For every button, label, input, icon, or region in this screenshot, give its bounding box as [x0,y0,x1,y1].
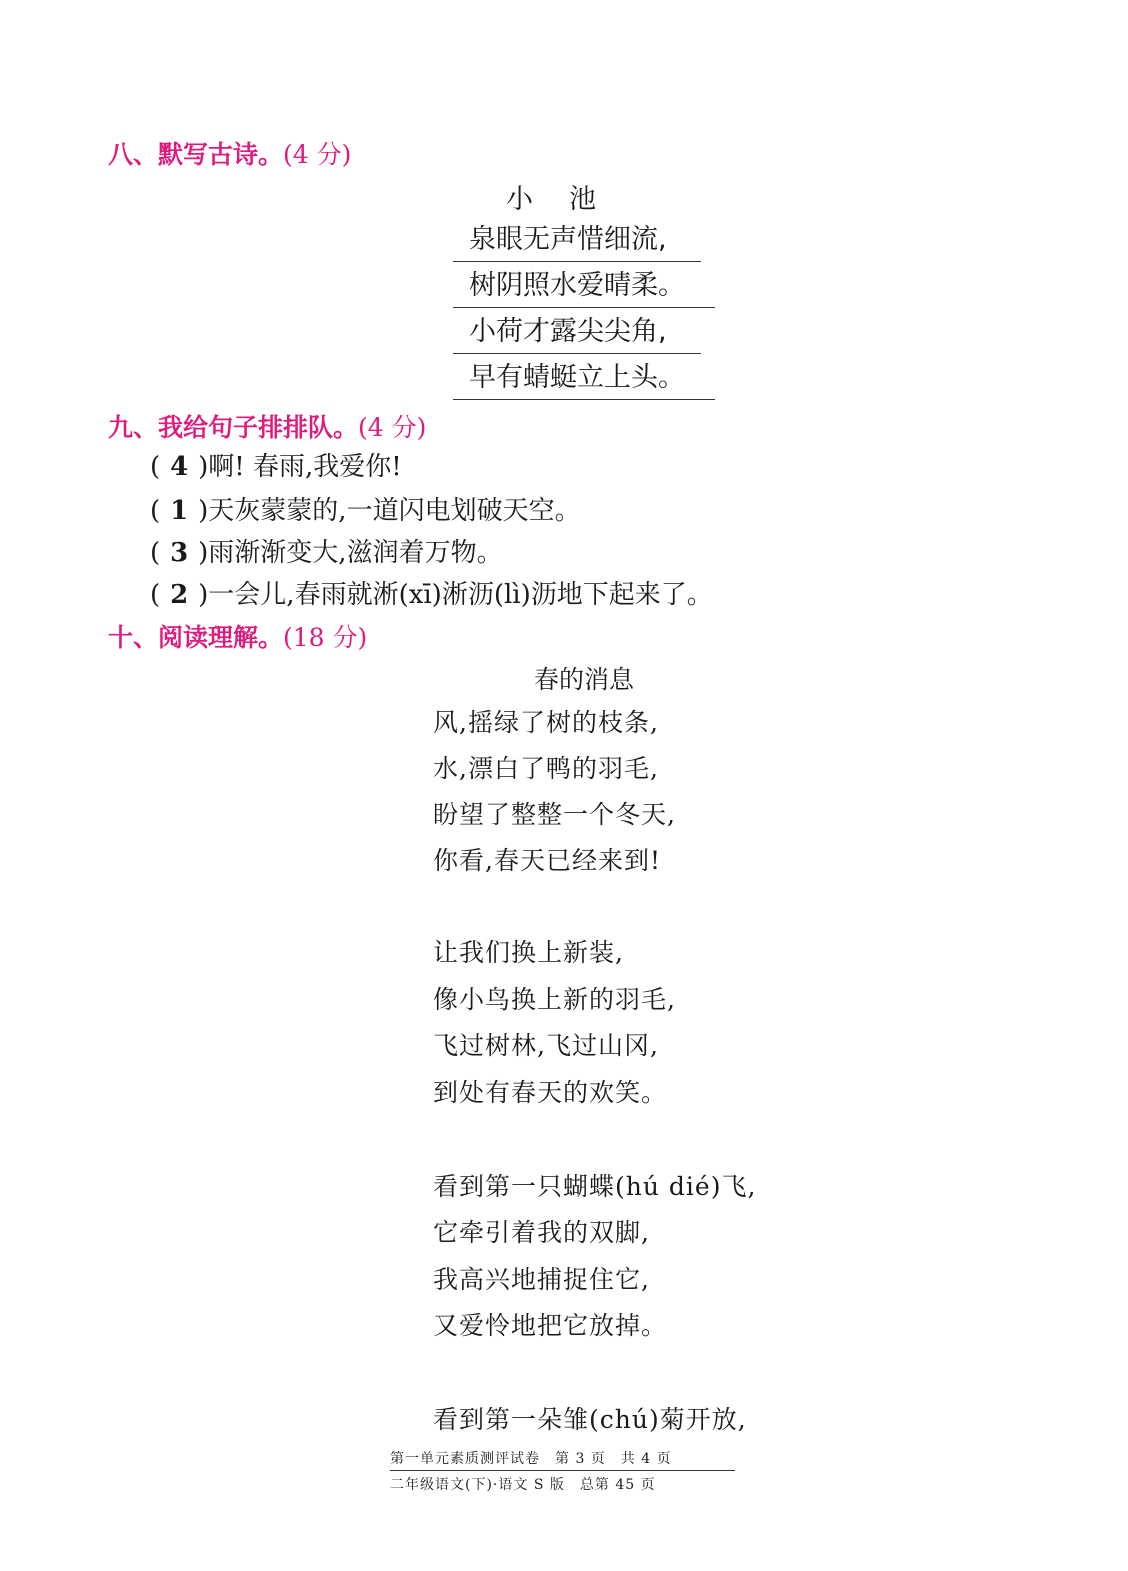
order-sentence: )雨渐渐变大,滋润着万物。 [198,538,503,568]
poem-line: 到处有春天的欢笑。 [433,1078,668,1107]
poem-line: 让我们换上新装, [433,938,624,967]
poem-line: 水,漂白了鸭的羽毛, [433,754,659,783]
poem-line: 盼望了整整一个冬天, [433,800,676,829]
section-10-heading [108,618,367,654]
poem-line: 风,摇绿了树的枝条, [433,708,659,737]
poem-line: 又爱怜地把它放掉。 [433,1311,668,1340]
footer-book-info: 二年级语文(下)·语文 S 版 总第 45 页 [390,1477,656,1493]
order-sentence: )啊! 春雨,我爱你! [198,452,402,482]
order-sentence: )一会儿,春雨就淅(xī)淅沥(lì)沥地下起来了。 [198,580,713,610]
order-item-3: ( 3 )雨渐渐变大,滋润着万物。 [150,538,503,568]
reading-title: 春的消息 [533,665,634,694]
section-10-points: (18 分) [283,623,368,652]
order-item-4: ( 2 )一会儿,春雨就淅(xī)淅沥(lì)沥地下起来了。 [150,580,713,610]
footer-divider [390,1470,735,1471]
poem-line: 飞过树林,飞过山冈, [433,1031,659,1060]
poem-line: 你看,春天已经来到! [433,846,661,875]
dictation-line-4: 早有蜻蜓立上头。 [453,356,715,400]
dictation-line-3: 小荷才露尖尖角, [453,310,701,354]
section-9-points: (4 分) [358,413,427,442]
poem-title: 小池 [506,184,632,215]
section-10-title: 十、阅读理解。 [108,623,284,652]
order-number: 2 [170,580,189,610]
order-item-2: ( 1 )天灰蒙蒙的,一道闪电划破天空。 [150,496,581,526]
poem-line: 看到第一只蝴蝶(hú dié)飞, [433,1172,757,1201]
footer-exam-info: 第一单元素质测评试卷 第 3 页 共 4 页 [390,1451,672,1467]
dictation-line-1: 泉眼无声惜细流, [453,218,701,262]
section-8-heading [108,135,351,171]
poem-line: 我高兴地捕捉住它, [433,1265,650,1294]
section-9-heading [108,408,426,444]
order-number: 4 [170,452,189,482]
order-number: 1 [170,496,189,526]
order-number: 3 [170,538,189,568]
section-8-title: 八、默写古诗。 [108,140,284,169]
order-sentence: )天灰蒙蒙的,一道闪电划破天空。 [198,496,581,526]
poem-line: 它牵引着我的双脚, [433,1218,650,1247]
dictation-line-2: 树阴照水爱晴柔。 [453,264,715,308]
poem-line: 像小鸟换上新的羽毛, [433,985,676,1014]
section-8-points: (4 分) [283,140,352,169]
order-item-1: ( 4 )啊! 春雨,我爱你! [150,452,402,482]
poem-line: 看到第一朵雏(chú)菊开放, [433,1405,747,1434]
section-9-title: 九、我给句子排排队。 [108,413,359,442]
